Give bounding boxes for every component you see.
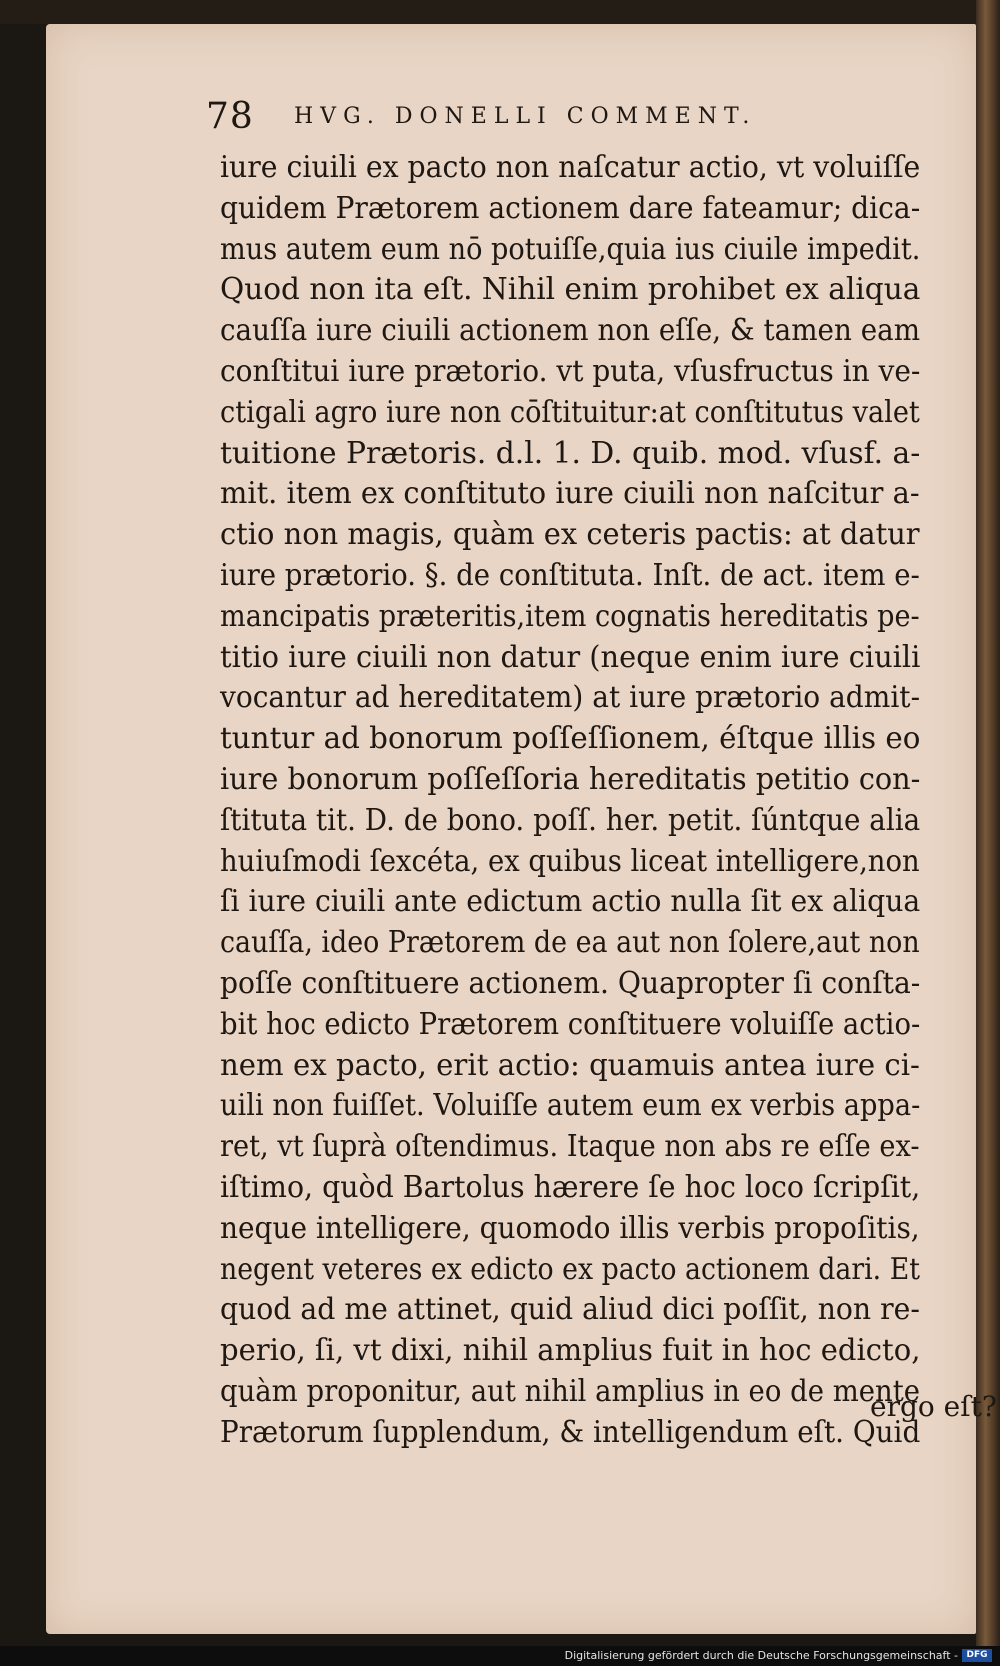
- book-edge-top: [0, 0, 1000, 24]
- body-text: [220, 148, 992, 1454]
- text-line: quàm proponitur, aut nihil amplius in eo de mente: [220, 1373, 921, 1409]
- text-line: ctio non magis, quàm ex ceteris pactis: at datur: [220, 517, 920, 553]
- text-line: ſi iure ciuili ante edictum actio nulla ſit ex aliqua: [220, 884, 921, 920]
- text-line: iure bonorum poſſeſſoria hereditatis petitio con-: [220, 761, 921, 797]
- page-number: 78: [206, 96, 254, 137]
- running-head: HVG. DONELLI COMMENT.: [294, 104, 757, 129]
- text-line: conſtitui iure prætorio. vt puta, vſusfructus in ve-: [220, 353, 921, 389]
- text-line: negent veteres ex edicto ex pacto actionem dari. Et: [220, 1251, 920, 1287]
- text-line: cauſſa, ideo Prætorem de ea aut non ſolere,aut non: [220, 925, 920, 961]
- text-line: perio, ſi, vt dixi, nihil amplius fuit in hoc edicto,: [220, 1333, 921, 1369]
- text-line: quod ad me attinet, quid aliud dici poſſit, non re-: [220, 1292, 920, 1328]
- text-line: titio iure ciuili non datur (neque enim iure ciuili: [220, 639, 921, 675]
- text-line: iſtimo, quòd Bartolus hærere ſe hoc loco ſcripſit,: [220, 1169, 921, 1205]
- text-line: vocantur ad hereditatem) at iure prætorio admit-: [220, 680, 921, 716]
- digitization-credit: Digitalisierung gefördert durch die Deutsche Forschungsgemeinschaft -: [564, 1649, 958, 1662]
- text-line: mit. item ex conſtituto iure ciuili non naſcitur a-: [220, 476, 920, 512]
- text-line: huiuſmodi ſexcéta, ex quibus liceat intelligere,non: [220, 843, 920, 879]
- text-line: tuntur ad bonorum poſſeſſionem, éſtque illis eo: [220, 721, 921, 757]
- text-line: bit hoc edicto Prætorem conſtituere voluiſſe actio-: [220, 1006, 921, 1042]
- text-line: Prætorum ſupplendum, & intelligendum eſt. Quid: [220, 1414, 921, 1450]
- text-line: neque intelligere, quomodo illis verbis propoſitis,: [220, 1210, 920, 1246]
- text-line: mancipatis præteritis,item cognatis hereditatis pe-: [220, 598, 920, 634]
- text-line: uili non fuiſſet. Voluiſſe autem eum ex verbis appa-: [220, 1088, 921, 1124]
- text-line: poſſe conſtituere actionem. Quapropter ſi conſta-: [220, 965, 921, 1001]
- text-line: mus autem eum nō potuiſſe,quia ius ciuile impedit.: [220, 231, 921, 267]
- text-line: Quod non ita eſt. Nihil enim prohibet ex aliqua: [220, 272, 921, 308]
- text-line: ſtituta tit. D. de bono. poſſ. her. petit. ſúntque alia: [220, 802, 921, 838]
- dfg-logo: DFG: [962, 1649, 992, 1662]
- text-line: cauſſa iure ciuili actionem non eſſe, & tamen eam: [220, 313, 921, 349]
- text-line: tuitione Prætoris. d.l. 1. D. quib. mod. vſusf. a-: [220, 435, 921, 471]
- catchword: ergo eſt?: [870, 1390, 997, 1423]
- text-line: ctigali agro iure non cōſtituitur:at conſtitutus valet: [220, 394, 920, 430]
- page-header: [174, 96, 894, 140]
- text-line: nem ex pacto, erit actio: quamuis antea iure ci-: [220, 1047, 920, 1083]
- text-line: iure prætorio. §. de conſtituta. Inſt. de act. item e-: [220, 557, 920, 593]
- text-line: iure ciuili ex pacto non naſcatur actio, vt voluiſſe: [220, 150, 921, 185]
- text-line: quidem Prætorem actionem dare fateamur; dica-: [220, 190, 921, 226]
- text-line: ret, vt ſuprà oſtendimus. Itaque non abs re eſſe ex-: [220, 1129, 920, 1165]
